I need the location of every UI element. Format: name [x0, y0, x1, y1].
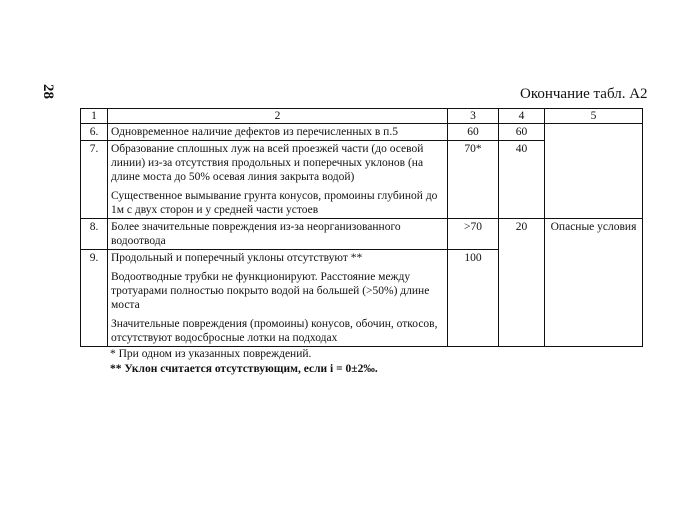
- row-number: 7.: [81, 141, 108, 219]
- column-3-value: 60: [448, 124, 499, 141]
- description-paragraph: Существенное вымывание грунта конусов, промоины глубиной до 1м с двух сторон и у средней части устоев: [111, 190, 438, 216]
- column-header: 1: [81, 109, 108, 124]
- column-3-value: 70*: [448, 141, 499, 219]
- description-paragraph: Значительные повреждения (промоины) конусов, обочин, откосов, отсутствуют водосбросные лотки на подходах: [111, 318, 438, 344]
- defects-table: [80, 108, 643, 347]
- footnote: ** Уклон считается отсутствующим, если i = 0±2‰.: [110, 363, 378, 375]
- row-description: [108, 141, 448, 219]
- column-header: 4: [499, 109, 545, 124]
- column-4-value: 20: [499, 219, 545, 347]
- table-row: [81, 124, 643, 141]
- column-header: 5: [545, 109, 643, 124]
- table-footnotes: [110, 347, 378, 377]
- column-4-value: 40: [499, 141, 545, 219]
- row-description: [108, 124, 448, 141]
- description-paragraph: Образование сплошных луж на всей проезжей части (до осевой линии) из-за отсутствия продольных и поперечных уклонов (на длине моста до 50% осевая линия закрыта водой): [111, 143, 424, 183]
- description-paragraph: Одновременное наличие дефектов из перечисленных в п.5: [111, 126, 398, 138]
- column-3-value: 100: [448, 250, 499, 347]
- row-number: 8.: [81, 219, 108, 250]
- description-paragraph: Водоотводные трубки не функционируют. Расстояние между тротуарами полностью покрыто водой на большей (>50%) длине моста: [111, 271, 430, 311]
- table-row: [81, 219, 643, 250]
- table-caption: Окончание табл. А2: [520, 86, 648, 102]
- column-4-value: 60: [499, 124, 545, 141]
- row-description: [108, 219, 448, 250]
- description-paragraph: Продольный и поперечный уклоны отсутствуют **: [111, 252, 363, 264]
- column-header: 2: [108, 109, 448, 124]
- column-3-value: >70: [448, 219, 499, 250]
- table-header-row: [81, 109, 643, 124]
- page-number: 28: [40, 84, 56, 99]
- footnote: * При одном из указанных повреждений.: [110, 348, 312, 360]
- row-description: [108, 250, 448, 347]
- row-number: 6.: [81, 124, 108, 141]
- description-paragraph: Более значительные повреждения из-за неорганизованного водоотвода: [111, 221, 401, 247]
- column-5-value: [545, 124, 643, 219]
- condition-category: Опасные условия: [545, 219, 643, 347]
- row-number: 9.: [81, 250, 108, 347]
- column-header: 3: [448, 109, 499, 124]
